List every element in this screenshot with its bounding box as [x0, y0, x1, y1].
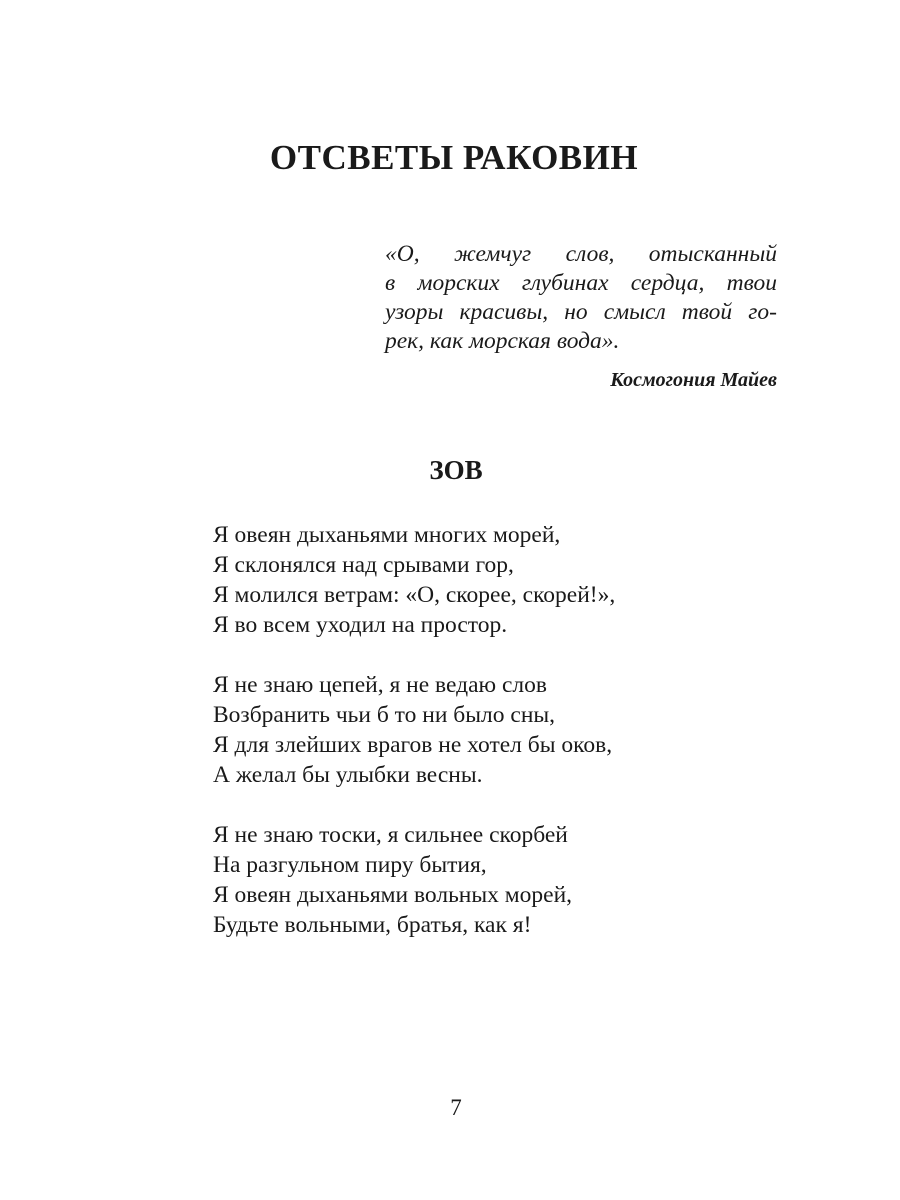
- verse-line: Я овеян дыханьями вольных морей,: [213, 882, 573, 908]
- verse-line: Возбранить чьи б то ни было сны,: [213, 702, 556, 728]
- epigraph-line: в морских глубинах сердца, твои: [385, 270, 777, 296]
- verse-line: Будьте вольными, братья, как я!: [213, 912, 532, 938]
- poem-title: ЗОВ: [429, 455, 483, 485]
- section-title: ОТСВЕТЫ РАКОВИН: [269, 138, 639, 177]
- epigraph-line: «О, жемчуг слов, отысканный: [385, 241, 777, 267]
- epigraph: [385, 240, 777, 392]
- stanza: [213, 820, 733, 940]
- verse-line: На разгульном пиру бытия,: [213, 852, 487, 878]
- verse-line: Я овеян дыханьями многих морей,: [213, 522, 561, 548]
- verse-line: Я молился ветрам: «О, скорее, скорей!»,: [213, 582, 616, 608]
- verse-line: Я для злейших врагов не хотел бы оков,: [213, 732, 613, 758]
- stanza: [213, 670, 733, 790]
- verse-line: Я во всем уходил на простор.: [213, 612, 508, 638]
- verse-line: А желал бы улыбки весны.: [213, 762, 483, 788]
- epigraph-line: рек, как морская вода».: [385, 328, 620, 354]
- stanza: [213, 520, 733, 640]
- verse-line: Я не знаю цепей, я не ведаю слов: [213, 672, 547, 698]
- verse-line: Я не знаю тоски, я сильнее скорбей: [213, 822, 568, 848]
- epigraph-line: узоры красивы, но смысл твой го-: [385, 299, 777, 325]
- verse-line: Я склонялся над срывами гор,: [213, 552, 514, 578]
- epigraph-text: [385, 240, 777, 356]
- epigraph-source: Космогония Майев: [610, 369, 777, 391]
- poem-body: [213, 520, 733, 970]
- page-number: 7: [450, 1095, 462, 1120]
